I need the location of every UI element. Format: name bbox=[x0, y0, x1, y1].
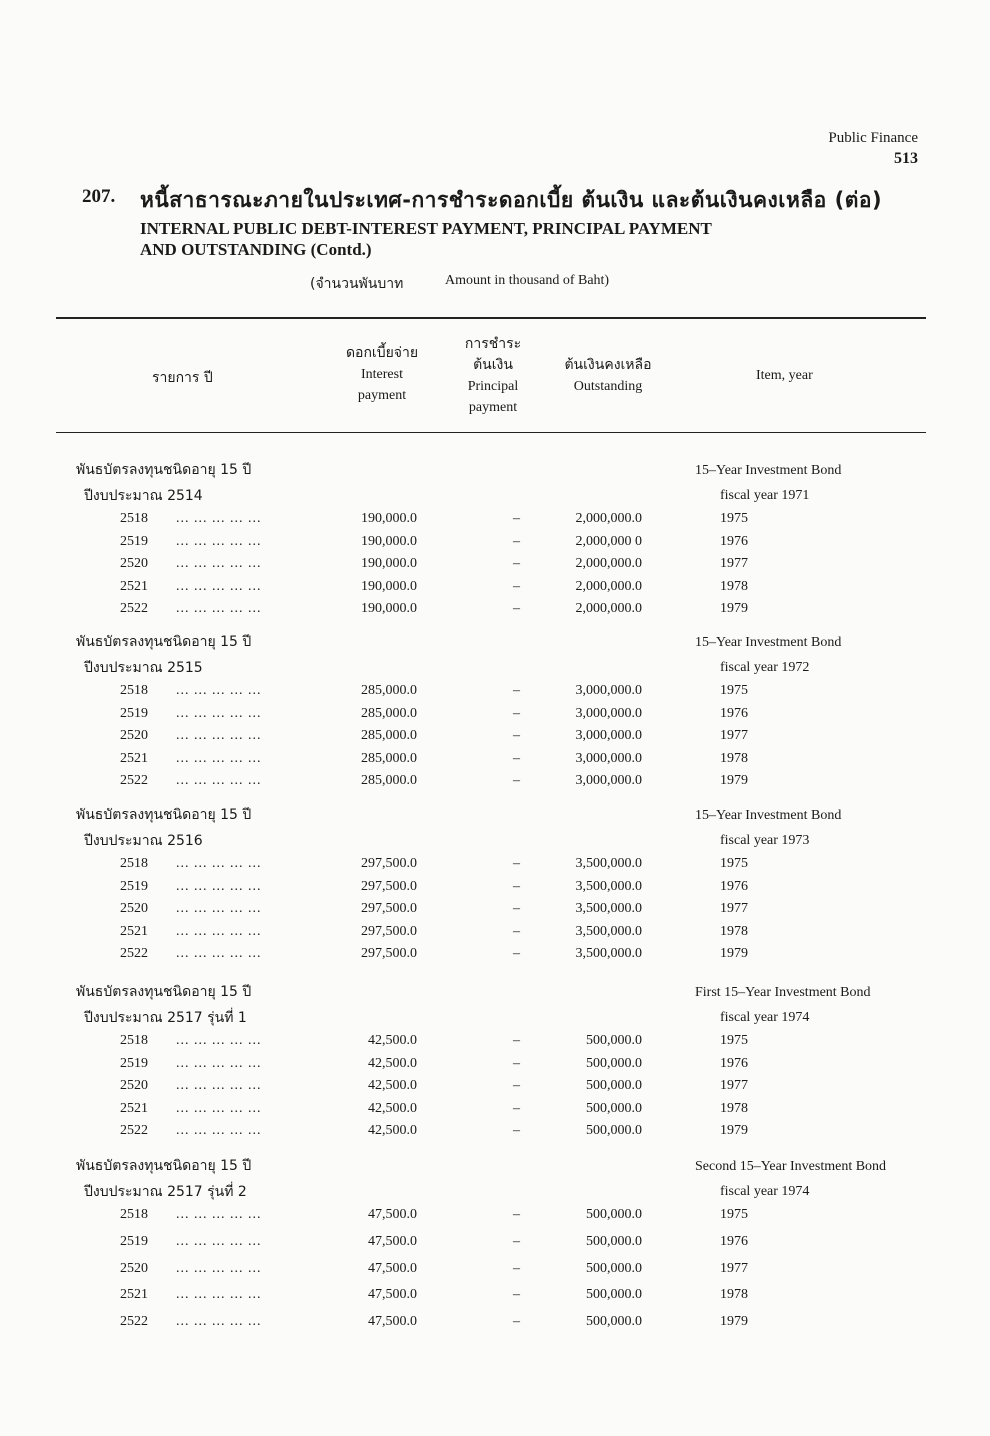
row-year-be: 2520 bbox=[120, 1260, 148, 1276]
table-row bbox=[0, 773, 990, 795]
table-title-english-line1: INTERNAL PUBLIC DEBT-INTEREST PAYMENT, PRINCIPAL PAYMENT bbox=[140, 219, 712, 238]
row-leader-dots: ... ... ... ... ... bbox=[176, 683, 262, 698]
row-principal-payment: – bbox=[513, 1033, 520, 1048]
group-subtitle-english: fiscal year 1971 bbox=[720, 488, 810, 503]
row-principal-payment: – bbox=[513, 1207, 520, 1222]
row-leader-dots: ... ... ... ... ... bbox=[176, 1078, 262, 1093]
table-row bbox=[0, 728, 990, 750]
col-header-interest bbox=[330, 343, 434, 406]
row-interest-payment: 42,500.0 bbox=[368, 1078, 417, 1093]
row-principal-payment: – bbox=[513, 533, 520, 549]
col-header-principal-thai2: ต้นเงิน bbox=[473, 357, 513, 373]
table-row bbox=[0, 1056, 990, 1078]
row-year-ad: 1978 bbox=[720, 578, 748, 594]
group-title-thai: พันธบัตรลงทุนชนิดอายุ 15 ปี bbox=[76, 462, 252, 478]
row-outstanding: 3,000,000.0 bbox=[575, 683, 642, 698]
table-row bbox=[0, 879, 990, 901]
row-principal-payment: – bbox=[513, 1314, 520, 1330]
col-header-principal-thai1: การชำระ bbox=[464, 336, 522, 352]
row-year-ad: 1978 bbox=[720, 1100, 748, 1116]
row-year-be: 2521 bbox=[120, 923, 148, 939]
row-leader-dots: ... ... ... ... ... bbox=[176, 750, 262, 766]
row-leader-dots: ... ... ... ... ... bbox=[176, 901, 262, 916]
row-leader-dots: ... ... ... ... ... bbox=[176, 601, 262, 616]
row-leader-dots: ... ... ... ... ... bbox=[176, 1314, 262, 1330]
row-year-ad: 1978 bbox=[720, 923, 748, 939]
table-row bbox=[0, 706, 990, 728]
header-top-rule bbox=[56, 317, 926, 319]
row-interest-payment: 297,500.0 bbox=[361, 856, 417, 871]
row-year-be: 2520 bbox=[120, 1078, 148, 1093]
row-interest-payment: 285,000.0 bbox=[361, 683, 417, 698]
table-row bbox=[0, 946, 990, 968]
row-leader-dots: ... ... ... ... ... bbox=[176, 1100, 262, 1116]
row-year-ad: 1978 bbox=[720, 750, 748, 766]
table-row bbox=[0, 556, 990, 578]
row-interest-payment: 47,500.0 bbox=[368, 1207, 417, 1222]
header-bottom-rule bbox=[56, 432, 926, 433]
row-leader-dots: ... ... ... ... ... bbox=[176, 1287, 262, 1303]
row-year-ad: 1979 bbox=[720, 601, 748, 616]
table-row bbox=[0, 1234, 990, 1256]
group-subtitle-english: fiscal year 1973 bbox=[720, 833, 810, 848]
row-year-be: 2522 bbox=[120, 601, 148, 616]
row-principal-payment: – bbox=[513, 750, 520, 766]
row-outstanding: 2,000,000 0 bbox=[575, 533, 642, 549]
row-year-ad: 1977 bbox=[720, 901, 748, 916]
table-row bbox=[0, 511, 990, 533]
group-title-thai: พันธบัตรลงทุนชนิดอายุ 15 ปี bbox=[76, 807, 252, 823]
row-leader-dots: ... ... ... ... ... bbox=[176, 1207, 262, 1222]
row-outstanding: 500,000.0 bbox=[586, 1033, 642, 1048]
row-year-be: 2519 bbox=[120, 1233, 148, 1249]
row-principal-payment: – bbox=[513, 1233, 520, 1249]
group-subtitle-thai: ปีงบประมาณ 2517 รุ่นที่ 2 bbox=[84, 1184, 247, 1200]
row-interest-payment: 285,000.0 bbox=[361, 728, 417, 743]
row-year-ad: 1976 bbox=[720, 705, 748, 721]
group-title-english: Second 15–Year Investment Bond bbox=[695, 1159, 887, 1174]
row-interest-payment: 47,500.0 bbox=[368, 1233, 417, 1249]
group-subtitle-english: fiscal year 1974 bbox=[720, 1010, 810, 1025]
row-year-ad: 1977 bbox=[720, 1078, 748, 1093]
row-outstanding: 3,500,000.0 bbox=[575, 856, 642, 871]
row-year-be: 2519 bbox=[120, 533, 148, 549]
row-interest-payment: 42,500.0 bbox=[368, 1055, 417, 1071]
row-leader-dots: ... ... ... ... ... bbox=[176, 856, 262, 871]
row-outstanding: 3,000,000.0 bbox=[575, 705, 642, 721]
col-header-outstanding bbox=[548, 355, 668, 397]
col-header-interest-en1: Interest bbox=[361, 367, 403, 382]
table-row bbox=[0, 924, 990, 946]
row-year-ad: 1976 bbox=[720, 1233, 748, 1249]
row-principal-payment: – bbox=[513, 705, 520, 721]
row-year-be: 2518 bbox=[120, 683, 148, 698]
row-principal-payment: – bbox=[513, 683, 520, 698]
row-outstanding: 3,500,000.0 bbox=[575, 901, 642, 916]
row-interest-payment: 42,500.0 bbox=[368, 1033, 417, 1048]
table-row bbox=[0, 856, 990, 878]
row-principal-payment: – bbox=[513, 511, 520, 526]
row-year-be: 2521 bbox=[120, 750, 148, 766]
row-year-ad: 1975 bbox=[720, 1207, 748, 1222]
row-interest-payment: 297,500.0 bbox=[361, 946, 417, 961]
row-year-be: 2521 bbox=[120, 1287, 148, 1303]
row-outstanding: 2,000,000.0 bbox=[575, 578, 642, 594]
row-year-be: 2520 bbox=[120, 556, 148, 571]
row-leader-dots: ... ... ... ... ... bbox=[176, 878, 262, 894]
row-interest-payment: 190,000.0 bbox=[361, 556, 417, 571]
row-interest-payment: 285,000.0 bbox=[361, 705, 417, 721]
row-leader-dots: ... ... ... ... ... bbox=[176, 1123, 262, 1138]
row-leader-dots: ... ... ... ... ... bbox=[176, 946, 262, 961]
row-leader-dots: ... ... ... ... ... bbox=[176, 1233, 262, 1249]
col-header-principal-en1: Principal bbox=[467, 379, 519, 394]
row-outstanding: 500,000.0 bbox=[586, 1287, 642, 1303]
row-interest-payment: 297,500.0 bbox=[361, 901, 417, 916]
row-outstanding: 3,500,000.0 bbox=[575, 946, 642, 961]
col-header-interest-en2: payment bbox=[357, 388, 407, 403]
group-subtitle-english: fiscal year 1972 bbox=[720, 660, 810, 675]
group-subtitle-english: fiscal year 1974 bbox=[720, 1184, 810, 1199]
table-row bbox=[0, 751, 990, 773]
row-year-be: 2522 bbox=[120, 1123, 148, 1138]
row-year-be: 2518 bbox=[120, 856, 148, 871]
row-interest-payment: 42,500.0 bbox=[368, 1123, 417, 1138]
row-year-ad: 1979 bbox=[720, 773, 748, 788]
row-principal-payment: – bbox=[513, 773, 520, 788]
table-row bbox=[0, 901, 990, 923]
row-interest-payment: 297,500.0 bbox=[361, 878, 417, 894]
row-year-ad: 1979 bbox=[720, 1314, 748, 1330]
row-leader-dots: ... ... ... ... ... bbox=[176, 923, 262, 939]
group-subtitle-thai: ปีงบประมาณ 2515 bbox=[84, 660, 203, 676]
col-header-principal-en2: payment bbox=[468, 400, 518, 415]
group-title-english: First 15–Year Investment Bond bbox=[695, 985, 871, 1000]
table-row bbox=[0, 1101, 990, 1123]
col-header-outstanding-en: Outstanding bbox=[573, 379, 643, 394]
col-header-item-thai: รายการ ปี bbox=[152, 370, 213, 386]
table-row bbox=[0, 1287, 990, 1309]
table-row bbox=[0, 1078, 990, 1100]
row-principal-payment: – bbox=[513, 878, 520, 894]
row-year-ad: 1975 bbox=[720, 511, 748, 526]
row-principal-payment: – bbox=[513, 946, 520, 961]
col-header-interest-thai: ดอกเบี้ยจ่าย bbox=[345, 345, 419, 361]
row-year-ad: 1975 bbox=[720, 856, 748, 871]
row-principal-payment: – bbox=[513, 923, 520, 939]
row-interest-payment: 42,500.0 bbox=[368, 1100, 417, 1116]
table-number: 207. bbox=[82, 186, 116, 207]
row-outstanding: 2,000,000.0 bbox=[575, 556, 642, 571]
row-leader-dots: ... ... ... ... ... bbox=[176, 556, 262, 571]
row-outstanding: 3,500,000.0 bbox=[575, 878, 642, 894]
group-subtitle-thai: ปีงบประมาณ 2514 bbox=[84, 488, 203, 504]
table-row bbox=[0, 1207, 990, 1229]
row-principal-payment: – bbox=[513, 901, 520, 916]
row-principal-payment: – bbox=[513, 578, 520, 594]
table-row bbox=[0, 683, 990, 705]
row-outstanding: 500,000.0 bbox=[586, 1260, 642, 1276]
row-interest-payment: 285,000.0 bbox=[361, 773, 417, 788]
group-title-english: 15–Year Investment Bond bbox=[695, 463, 842, 478]
row-year-ad: 1976 bbox=[720, 878, 748, 894]
row-year-ad: 1976 bbox=[720, 533, 748, 549]
row-leader-dots: ... ... ... ... ... bbox=[176, 1260, 262, 1276]
group-title-english: 15–Year Investment Bond bbox=[695, 635, 842, 650]
row-year-be: 2521 bbox=[120, 578, 148, 594]
group-subtitle-thai: ปีงบประมาณ 2517 รุ่นที่ 1 bbox=[84, 1010, 247, 1026]
row-leader-dots: ... ... ... ... ... bbox=[176, 728, 262, 743]
row-year-ad: 1977 bbox=[720, 556, 748, 571]
running-header: Public Finance bbox=[828, 130, 918, 146]
row-outstanding: 3,000,000.0 bbox=[575, 728, 642, 743]
group-title-thai: พันธบัตรลงทุนชนิดอายุ 15 ปี bbox=[76, 1158, 252, 1174]
col-header-outstanding-thai: ต้นเงินคงเหลือ bbox=[564, 357, 652, 373]
row-interest-payment: 47,500.0 bbox=[368, 1260, 417, 1276]
row-outstanding: 500,000.0 bbox=[586, 1055, 642, 1071]
row-principal-payment: – bbox=[513, 1260, 520, 1276]
table-title-thai: หนี้สาธารณะภายในประเทศ-การชำระดอกเบี้ย ต้นเงิน และต้นเงินคงเหลือ (ต่อ) bbox=[140, 188, 883, 212]
row-year-ad: 1975 bbox=[720, 1033, 748, 1048]
row-year-ad: 1979 bbox=[720, 1123, 748, 1138]
table-row bbox=[0, 534, 990, 556]
row-year-ad: 1975 bbox=[720, 683, 748, 698]
page-number: 513 bbox=[894, 150, 918, 167]
row-interest-payment: 190,000.0 bbox=[361, 578, 417, 594]
table-title-english-line2: AND OUTSTANDING (Contd.) bbox=[140, 240, 372, 259]
row-principal-payment: – bbox=[513, 1078, 520, 1093]
row-year-be: 2522 bbox=[120, 1314, 148, 1330]
row-outstanding: 2,000,000.0 bbox=[575, 601, 642, 616]
row-year-be: 2518 bbox=[120, 1207, 148, 1222]
row-principal-payment: – bbox=[513, 1055, 520, 1071]
table-row bbox=[0, 1314, 990, 1336]
row-leader-dots: ... ... ... ... ... bbox=[176, 533, 262, 549]
row-year-be: 2520 bbox=[120, 728, 148, 743]
row-interest-payment: 190,000.0 bbox=[361, 533, 417, 549]
row-principal-payment: – bbox=[513, 1123, 520, 1138]
row-interest-payment: 47,500.0 bbox=[368, 1287, 417, 1303]
row-outstanding: 500,000.0 bbox=[586, 1123, 642, 1138]
table-row bbox=[0, 601, 990, 623]
row-outstanding: 500,000.0 bbox=[586, 1078, 642, 1093]
unit-thai: (จำนวนพันบาท bbox=[310, 276, 404, 292]
row-year-be: 2519 bbox=[120, 1055, 148, 1071]
row-year-be: 2518 bbox=[120, 1033, 148, 1048]
row-year-ad: 1977 bbox=[720, 728, 748, 743]
row-outstanding: 3,000,000.0 bbox=[575, 773, 642, 788]
row-leader-dots: ... ... ... ... ... bbox=[176, 1055, 262, 1071]
row-leader-dots: ... ... ... ... ... bbox=[176, 578, 262, 594]
table-row bbox=[0, 1261, 990, 1283]
row-interest-payment: 190,000.0 bbox=[361, 511, 417, 526]
row-outstanding: 3,500,000.0 bbox=[575, 923, 642, 939]
row-year-be: 2522 bbox=[120, 773, 148, 788]
row-leader-dots: ... ... ... ... ... bbox=[176, 511, 262, 526]
row-year-be: 2519 bbox=[120, 878, 148, 894]
row-year-be: 2519 bbox=[120, 705, 148, 721]
row-year-be: 2520 bbox=[120, 901, 148, 916]
row-year-ad: 1976 bbox=[720, 1055, 748, 1071]
table-row bbox=[0, 1033, 990, 1055]
row-principal-payment: – bbox=[513, 1287, 520, 1303]
row-outstanding: 3,000,000.0 bbox=[575, 750, 642, 766]
table-row bbox=[0, 579, 990, 601]
group-title-thai: พันธบัตรลงทุนชนิดอายุ 15 ปี bbox=[76, 984, 252, 1000]
unit-english: Amount in thousand of Baht) bbox=[445, 273, 610, 288]
row-interest-payment: 190,000.0 bbox=[361, 601, 417, 616]
group-title-english: 15–Year Investment Bond bbox=[695, 808, 842, 823]
row-interest-payment: 285,000.0 bbox=[361, 750, 417, 766]
row-interest-payment: 297,500.0 bbox=[361, 923, 417, 939]
row-principal-payment: – bbox=[513, 1100, 520, 1116]
row-principal-payment: – bbox=[513, 856, 520, 871]
group-title-thai: พันธบัตรลงทุนชนิดอายุ 15 ปี bbox=[76, 634, 252, 650]
col-header-item-en: Item, year bbox=[756, 368, 813, 383]
row-outstanding: 500,000.0 bbox=[586, 1207, 642, 1222]
row-year-be: 2522 bbox=[120, 946, 148, 961]
row-leader-dots: ... ... ... ... ... bbox=[176, 773, 262, 788]
row-year-ad: 1979 bbox=[720, 946, 748, 961]
table-row bbox=[0, 1123, 990, 1145]
row-principal-payment: – bbox=[513, 601, 520, 616]
row-leader-dots: ... ... ... ... ... bbox=[176, 1033, 262, 1048]
row-year-be: 2518 bbox=[120, 511, 148, 526]
row-outstanding: 500,000.0 bbox=[586, 1100, 642, 1116]
row-year-ad: 1977 bbox=[720, 1260, 748, 1276]
row-year-be: 2521 bbox=[120, 1100, 148, 1116]
row-principal-payment: – bbox=[513, 556, 520, 571]
row-interest-payment: 47,500.0 bbox=[368, 1314, 417, 1330]
row-principal-payment: – bbox=[513, 728, 520, 743]
row-year-ad: 1978 bbox=[720, 1287, 748, 1303]
group-subtitle-thai: ปีงบประมาณ 2516 bbox=[84, 833, 203, 849]
row-leader-dots: ... ... ... ... ... bbox=[176, 705, 262, 721]
row-outstanding: 2,000,000.0 bbox=[575, 511, 642, 526]
col-header-principal bbox=[448, 334, 538, 418]
row-outstanding: 500,000.0 bbox=[586, 1233, 642, 1249]
row-outstanding: 500,000.0 bbox=[586, 1314, 642, 1330]
